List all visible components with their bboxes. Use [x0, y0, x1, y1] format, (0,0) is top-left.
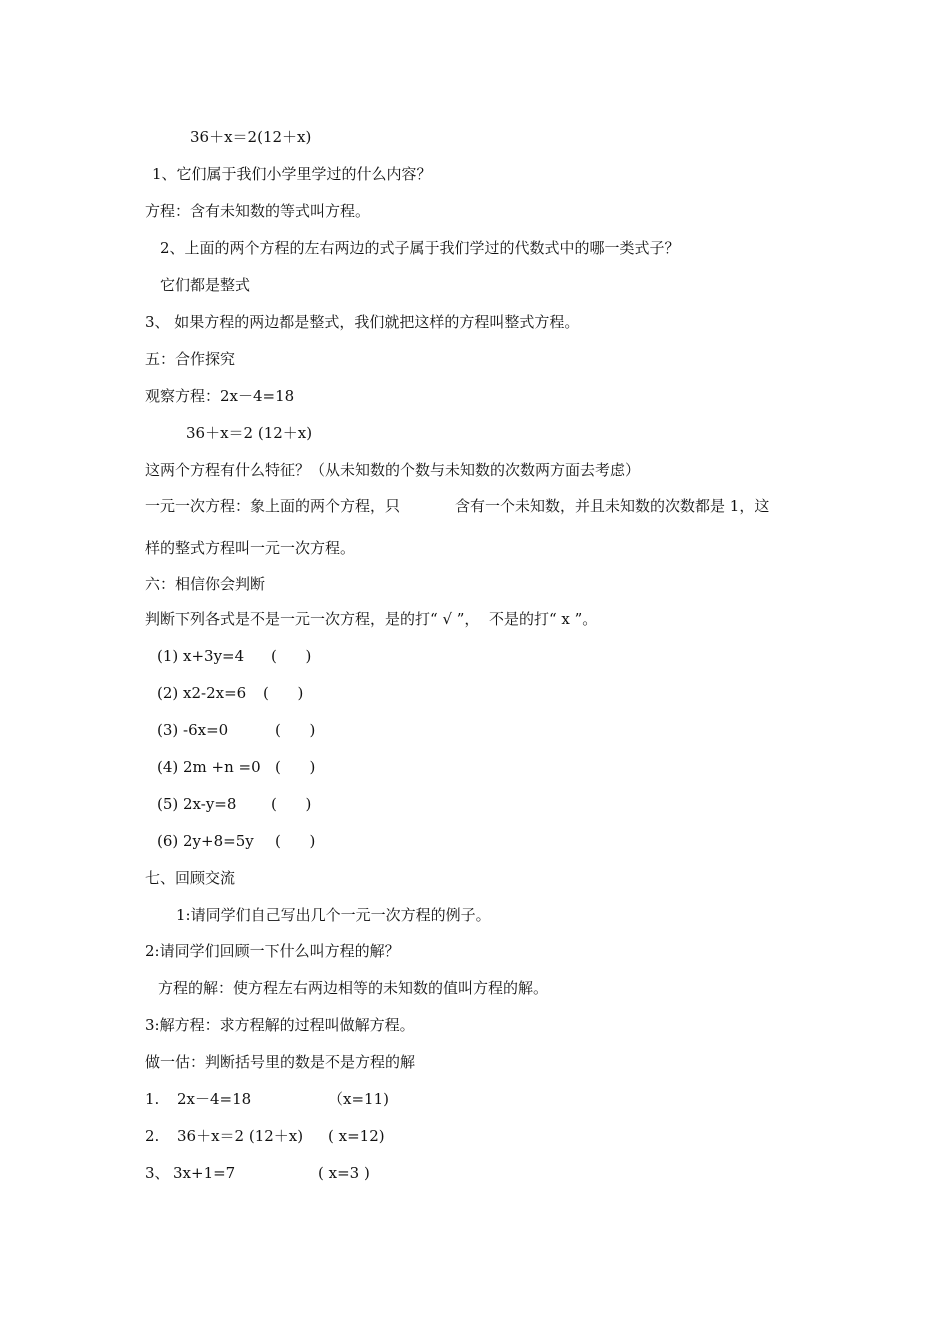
observe-line: 观察方程：2x－4=18 — [145, 387, 295, 405]
judge-item-3-answer-blank: ( ) — [275, 721, 316, 739]
section-5-heading: 五：合作探究 — [145, 350, 236, 368]
judge-item-3-label: (3) -6x=0 — [157, 721, 229, 739]
question-1: 1、它们属于我们小学里学过的什么内容？ — [152, 165, 432, 183]
judge-item-1-answer-blank: ( ) — [271, 647, 312, 665]
feature-question: 这两个方程有什么特征？（从未知数的个数与未知数的次数两方面去考虑） — [145, 461, 641, 479]
linear-definition-line-2: 样的整式方程叫一元一次方程。 — [145, 539, 356, 557]
judge-instruction: 判断下列各式是不是一元一次方程，是的打“ √ ”， 不是的打“ x ”。 — [145, 610, 598, 628]
judge-item-1-label: (1) x+3y=4 — [157, 647, 245, 665]
estimate-item-3-equation: 3x+1=7 — [173, 1164, 236, 1182]
estimate-item-1-value: （x=11) — [328, 1090, 389, 1108]
estimate-heading: 做一估：判断括号里的数是不是方程的解 — [145, 1053, 416, 1071]
equation-definition: 方程：含有未知数的等式叫方程。 — [145, 202, 371, 220]
estimate-item-1-number: 1. — [145, 1090, 160, 1108]
estimate-item-3-value: ( x=3 ) — [318, 1164, 370, 1182]
review-2-answer: 方程的解：使方程左右两边相等的未知数的值叫方程的解。 — [158, 979, 549, 997]
section-7-heading: 七、回顾交流 — [145, 869, 236, 887]
section-6-heading: 六：相信你会判断 — [145, 575, 266, 593]
review-1: 1:请同学们自己写出几个一元一次方程的例子。 — [176, 906, 491, 924]
judge-item-4-label: (4) 2m +n =0 — [157, 758, 261, 776]
estimate-item-2-number: 2. — [145, 1127, 160, 1145]
judge-item-2-answer-blank: ( ) — [263, 684, 304, 702]
equation-top: 36＋x＝2(12＋x) — [190, 128, 312, 146]
review-3: 3:解方程：求方程解的过程叫做解方程。 — [145, 1016, 415, 1034]
linear-definition-part-a: 一元一次方程：象上面的两个方程，只 — [145, 497, 401, 515]
question-2: 2、上面的两个方程的左右两边的式子属于我们学过的代数式中的哪一类式子？ — [160, 239, 680, 257]
question-3: 3、 如果方程的两边都是整式，我们就把这样的方程叫整式方程。 — [145, 313, 580, 331]
judge-item-5-label: (5) 2x-y=8 — [157, 795, 237, 813]
estimate-item-2-value: ( x=12) — [328, 1127, 385, 1145]
estimate-item-2-equation: 36＋x＝2 (12＋x) — [177, 1127, 304, 1145]
equation-2: 36＋x＝2 (12＋x) — [186, 424, 313, 442]
judge-item-6-answer-blank: ( ) — [275, 832, 316, 850]
judge-item-4-answer-blank: ( ) — [275, 758, 316, 776]
estimate-item-3-number: 3、 — [145, 1164, 170, 1182]
estimate-item-1-equation: 2x－4=18 — [177, 1090, 252, 1108]
judge-item-6-label: (6) 2y+8=5y — [157, 832, 254, 850]
judge-item-5-answer-blank: ( ) — [271, 795, 312, 813]
judge-item-2-label: (2) x2-2x=6 — [157, 684, 247, 702]
review-2: 2:请同学们回顾一下什么叫方程的解？ — [145, 942, 400, 960]
linear-definition-part-b: 含有一个未知数，并且未知数的次数都是 1，这 — [455, 497, 770, 515]
answer-2: 它们都是整式 — [160, 276, 251, 294]
